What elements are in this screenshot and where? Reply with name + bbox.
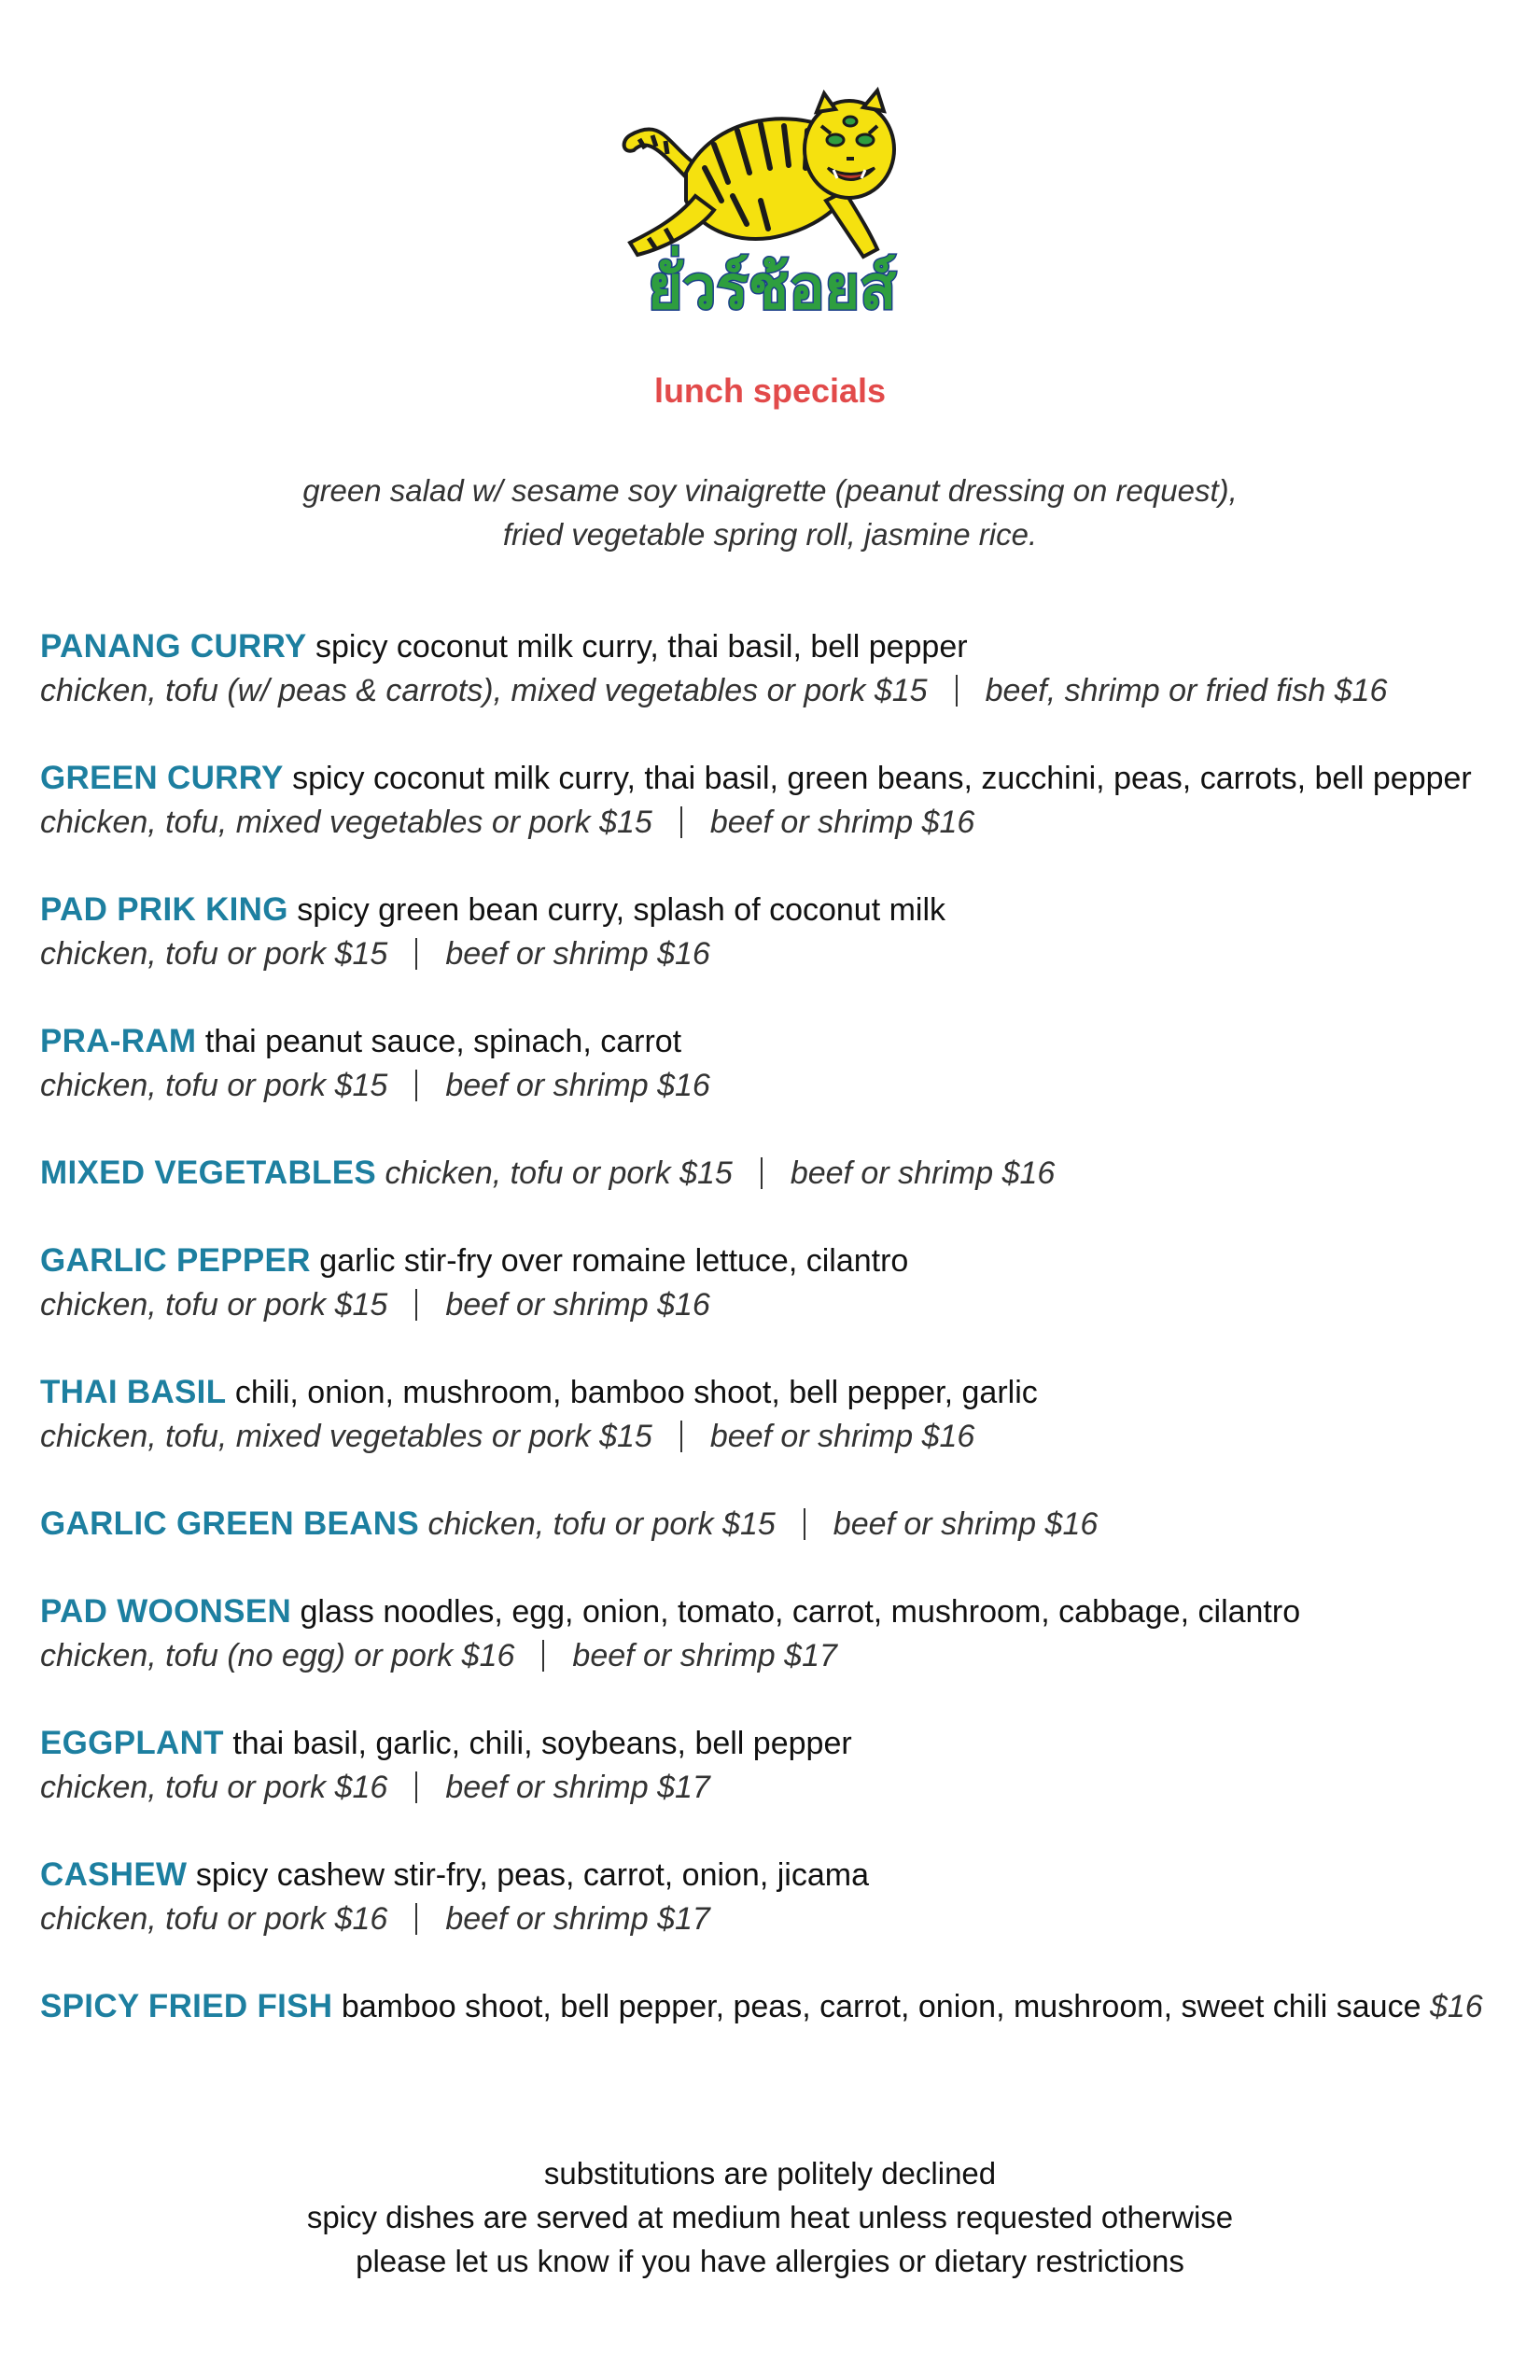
item-name: GARLIC GREEN BEANS <box>40 1505 419 1542</box>
price-divider <box>680 806 682 838</box>
footer-line: spicy dishes are served at medium heat unless requested otherwise <box>306 2200 1234 2234</box>
menu-item-garlic-pepper <box>40 1239 1515 1370</box>
tiger-logo-icon <box>611 79 933 322</box>
item-price: chicken, tofu or pork $15 <box>385 1155 733 1191</box>
item-price: beef or shrimp $16 <box>833 1506 1099 1542</box>
item-price: beef or shrimp $17 <box>572 1638 837 1673</box>
item-description: spicy green bean curry, splash of coconut milk <box>297 892 946 928</box>
item-name: GARLIC PEPPER <box>40 1242 311 1279</box>
menu-item-pra-ram <box>40 1019 1515 1151</box>
item-price: chicken, tofu, mixed vegetables or pork $15 <box>40 1419 652 1454</box>
item-price: beef, shrimp or fried fish $16 <box>985 673 1388 708</box>
item-price: beef or shrimp $16 <box>445 1287 710 1323</box>
intro-line: fried vegetable spring roll, jasmine rice. <box>502 517 1038 552</box>
price-divider <box>415 1771 417 1803</box>
item-price: beef or shrimp $17 <box>445 1901 710 1937</box>
footer-line: please let us know if you have allergies or dietary restrictions <box>356 2244 1184 2278</box>
item-price: chicken, tofu or pork $15 <box>40 1287 388 1323</box>
item-description: spicy cashew stir-fry, peas, carrot, onion, jicama <box>195 1857 869 1893</box>
item-description: chili, onion, mushroom, bamboo shoot, bell pepper, garlic <box>234 1375 1038 1410</box>
item-price: chicken, tofu or pork $15 <box>427 1506 776 1542</box>
price-divider <box>956 675 958 707</box>
item-name: PAD WOONSEN <box>40 1593 292 1630</box>
item-price: $16 <box>1429 1989 1483 2024</box>
item-price: beef or shrimp $16 <box>445 1068 710 1103</box>
price-divider <box>804 1508 805 1540</box>
item-description: spicy coconut milk curry, thai basil, green beans, zucchini, peas, carrots, bell pepper <box>292 761 1472 796</box>
price-divider <box>542 1640 544 1672</box>
svg-text:ยั่วร์ช้อยส์: ยั่วร์ช้อยส์ <box>647 254 897 322</box>
item-price: chicken, tofu, mixed vegetables or pork $15 <box>40 805 652 840</box>
item-price: chicken, tofu (w/ peas & carrots), mixed vegetables or pork $15 <box>40 673 928 708</box>
footer-notes <box>0 2151 1540 2283</box>
menu-list <box>40 624 1515 2072</box>
menu-item-panang-curry <box>40 624 1515 756</box>
item-price: beef or shrimp $17 <box>445 1770 710 1805</box>
menu-item-eggplant <box>40 1721 1515 1853</box>
menu-item-cashew <box>40 1853 1515 1984</box>
item-description: thai basil, garlic, chili, soybeans, bell pepper <box>232 1726 852 1761</box>
item-price: chicken, tofu or pork $15 <box>40 1068 388 1103</box>
item-name: GREEN CURRY <box>40 760 284 796</box>
price-divider <box>415 1903 417 1935</box>
menu-item-mixed-vegetables <box>40 1151 1515 1239</box>
menu-item-garlic-green-beans <box>40 1502 1515 1589</box>
item-name: PANANG CURRY <box>40 628 307 665</box>
item-name: THAI BASIL <box>40 1374 227 1410</box>
item-price: beef or shrimp $16 <box>709 1419 975 1454</box>
footer-line: substitutions are politely declined <box>543 2156 997 2191</box>
menu-item-pad-prik-king <box>40 888 1515 1019</box>
item-name: SPICY FRIED FISH <box>40 1988 333 2024</box>
price-divider <box>761 1157 763 1189</box>
item-price: beef or shrimp $16 <box>790 1155 1056 1191</box>
item-price: chicken, tofu or pork $16 <box>40 1901 388 1937</box>
item-description: spicy coconut milk curry, thai basil, bell pepper <box>315 629 968 665</box>
menu-item-green-curry <box>40 756 1515 888</box>
price-divider <box>415 1070 417 1101</box>
item-description: glass noodles, egg, onion, tomato, carrot, mushroom, cabbage, cilantro <box>300 1594 1301 1630</box>
item-price: chicken, tofu or pork $15 <box>40 936 388 972</box>
menu-subtitle: lunch specials <box>653 371 887 410</box>
item-name: MIXED VEGETABLES <box>40 1155 377 1191</box>
item-description: thai peanut sauce, spinach, carrot <box>204 1024 682 1059</box>
lunch-includes-note <box>0 469 1540 556</box>
item-name: PRA-RAM <box>40 1023 197 1059</box>
item-price: chicken, tofu or pork $16 <box>40 1770 388 1805</box>
item-name: PAD PRIK KING <box>40 891 288 928</box>
price-divider <box>415 1289 417 1321</box>
item-price: chicken, tofu (no egg) or pork $16 <box>40 1638 515 1673</box>
price-divider <box>415 938 417 970</box>
item-price: beef or shrimp $16 <box>445 936 710 972</box>
item-name: EGGPLANT <box>40 1725 224 1761</box>
price-divider <box>680 1421 682 1452</box>
item-description: garlic stir-fry over romaine lettuce, cilantro <box>319 1243 909 1279</box>
menu-item-spicy-fried-fish <box>40 1984 1515 2072</box>
item-price: beef or shrimp $16 <box>709 805 975 840</box>
item-name: CASHEW <box>40 1856 188 1893</box>
menu-item-thai-basil <box>40 1370 1515 1502</box>
intro-line: green salad w/ sesame soy vinaigrette (peanut dressing on request), <box>302 473 1238 508</box>
menu-item-pad-woonsen <box>40 1589 1515 1721</box>
item-description: bamboo shoot, bell pepper, peas, carrot, onion, mushroom, sweet chili sauce <box>341 1989 1421 2024</box>
